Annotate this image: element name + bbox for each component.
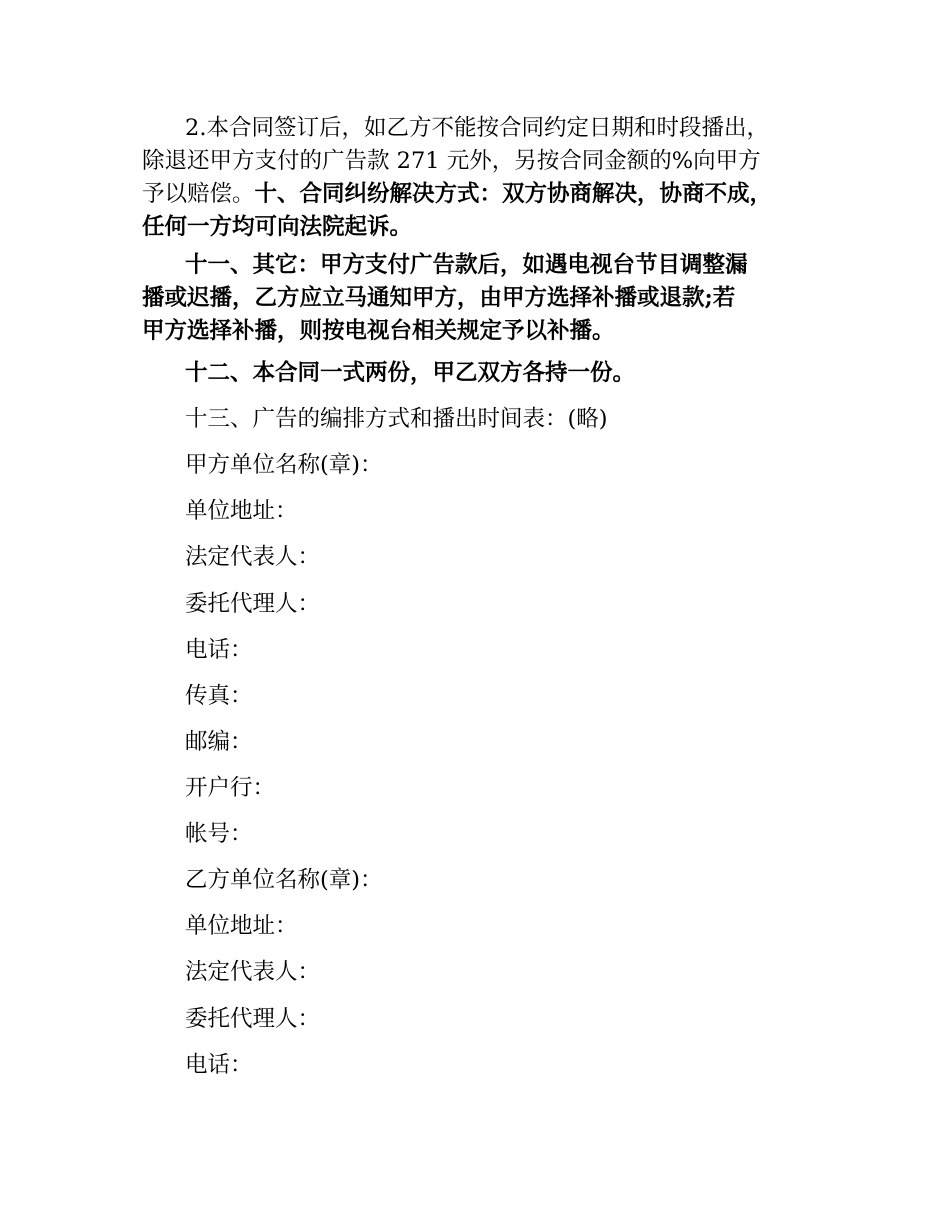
party-a-agent-label: 委托代理人： — [185, 591, 321, 617]
party-a-postcode-label: 邮编： — [185, 729, 253, 755]
party-b-phone-label: 电话： — [185, 1052, 253, 1078]
party-b-legal-rep-label: 法定代表人： — [185, 959, 321, 985]
party-b-name-label: 乙方单位名称(章)： — [185, 867, 383, 893]
clause-2-line-3: 予以赔偿。 — [142, 181, 255, 207]
party-a-name-label: 甲方单位名称(章)： — [185, 452, 383, 478]
party-a-account-label: 帐号： — [185, 821, 253, 847]
clause-2-paragraph — [142, 112, 832, 244]
clause-10-line-2: 任何一方均可向法院起诉。 — [142, 214, 413, 240]
party-b-agent-label: 委托代理人： — [185, 1006, 321, 1032]
clause-13-paragraph: 十三、广告的编排方式和播出时间表：(略) — [185, 406, 608, 432]
clause-10-heading: 十、合同纠纷解决方式：双方协商解决，协商不成， — [254, 181, 773, 207]
party-a-phone-label: 电话： — [185, 637, 253, 663]
clause-11-line-2: 播或迟播，乙方应立马通知甲方，由甲方选择补播或退款;若 — [142, 285, 736, 311]
party-a-fax-label: 传真： — [185, 683, 253, 709]
party-a-legal-rep-label: 法定代表人： — [185, 544, 321, 570]
party-b-address-label: 单位地址： — [185, 913, 298, 939]
clause-12-paragraph: 十二、本合同一式两份，甲乙双方各持一份。 — [185, 360, 636, 386]
clause-11-line-1: 十一、其它：甲方支付广告款后，如遇电视台节目调整漏 — [185, 252, 748, 278]
party-a-address-label: 单位地址： — [185, 498, 298, 524]
clause-11-line-3: 甲方选择补播，则按电视台相关规定予以补播。 — [142, 318, 615, 344]
clause-11-paragraph — [142, 249, 832, 348]
clause-2-line-2: 除退还甲方支付的广告款 271 元外，另按合同金额的%向甲方 — [142, 148, 761, 174]
clause-2-line-1: 2.本合同签订后，如乙方不能按合同约定日期和时段播出， — [185, 115, 769, 141]
party-a-bank-label: 开户行： — [185, 775, 276, 801]
